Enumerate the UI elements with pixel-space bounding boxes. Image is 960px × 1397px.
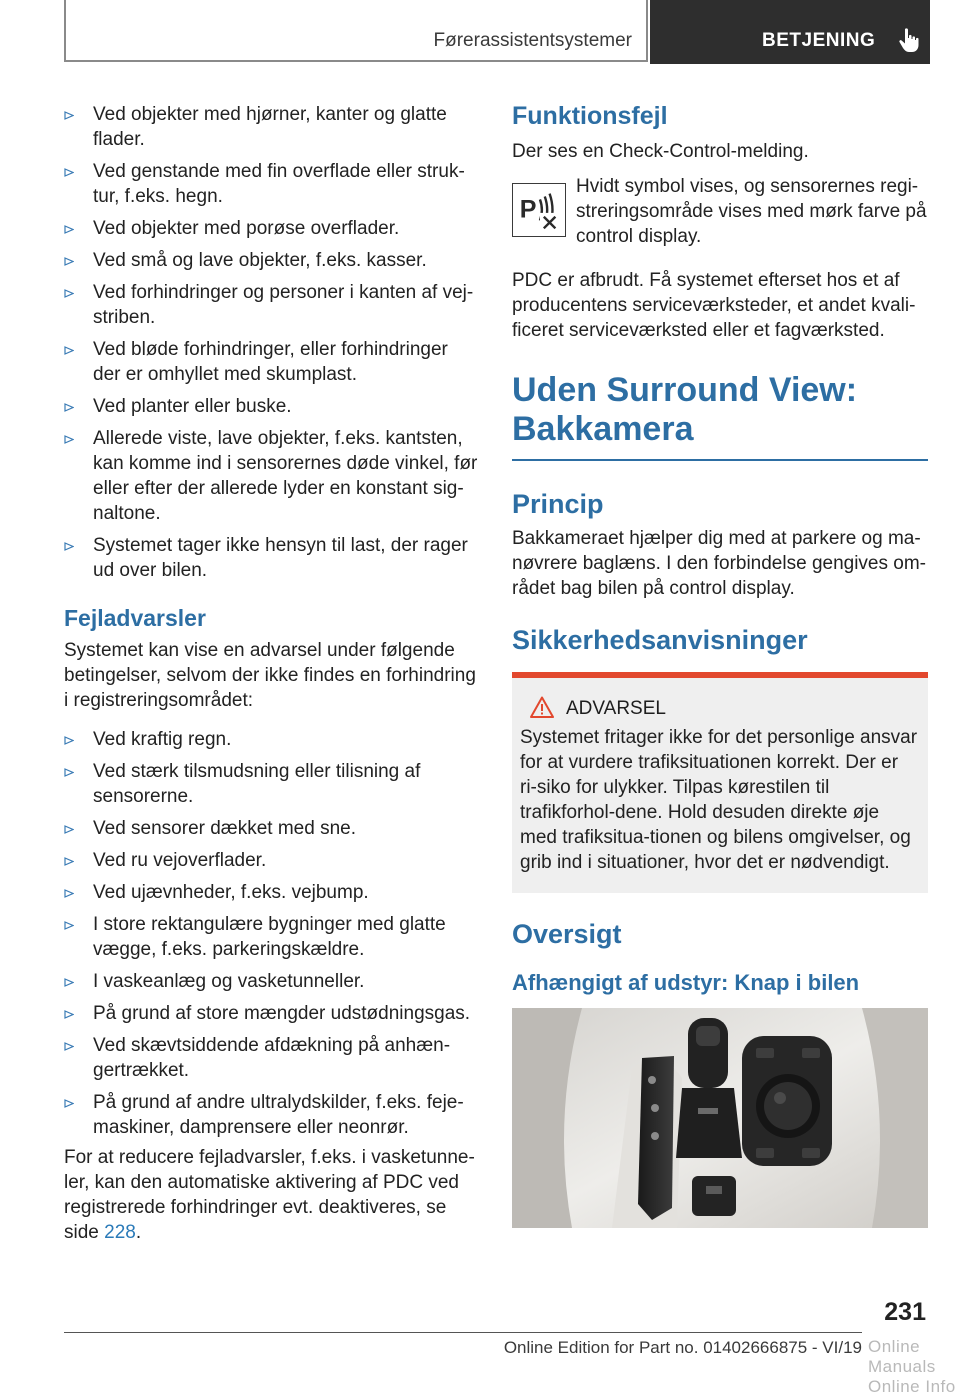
triangle-bullet-icon (64, 825, 74, 834)
triangle-bullet-icon (64, 111, 74, 120)
triangle-bullet-icon (64, 168, 74, 177)
triangle-bullet-icon (64, 736, 74, 745)
list-item-text: Ved kraftig regn. (93, 729, 232, 750)
triangle-bullet-icon (64, 889, 74, 898)
chapter-heading-line2: Bakkamera (512, 410, 694, 448)
page-header (64, 0, 930, 66)
sikkerhed-heading: Sikkerhedsanvisninger (512, 625, 808, 655)
triangle-bullet-icon (64, 403, 74, 412)
list-item-text: I store rektangulære bygninger med glatte vægge, f.eks. parkeringskældre. (93, 914, 446, 960)
fejladvarsler-intro: Systemet kan vise en advarsel under følgende betingelser, selvom der ikke findes en forhindring i registreringsområdet: (64, 640, 476, 711)
list-item (64, 159, 480, 209)
list-item-text: Ved forhindringer og personer i kanten af vej-striben. (93, 282, 474, 328)
pdc-fault-icon (512, 183, 566, 237)
warning-header (520, 696, 920, 721)
list-item (64, 280, 480, 330)
footer-edition: Online Edition for Part no. 01402666875 - VI/19 (503, 1338, 862, 1357)
list-item-text: Ved sensorer dækket med sne. (93, 818, 356, 839)
closing-paragraph (64, 1145, 480, 1245)
right-column (512, 102, 928, 1228)
list-item (64, 394, 480, 419)
chapter-title: BETJENING (762, 30, 876, 51)
list-item (64, 759, 480, 809)
triangle-bullet-icon (64, 1099, 74, 1108)
section-tab (64, 0, 648, 62)
list-item (64, 533, 480, 583)
footer-rule (64, 1332, 862, 1333)
list-item (64, 216, 480, 241)
list-item (64, 426, 480, 526)
triangle-bullet-icon (64, 289, 74, 298)
chapter-heading (512, 371, 928, 461)
triangle-bullet-icon (64, 225, 74, 234)
list-item (64, 1033, 480, 1083)
oversigt-heading: Oversigt (512, 919, 622, 949)
princip-heading: Princip (512, 489, 604, 519)
pdc-symbol-row (512, 174, 928, 256)
list-item-text: Ved bløde forhindringer, eller forhindringer der er omhyllet med skumplast. (93, 339, 448, 385)
list-item-text: Ved objekter med porøse overflader. (93, 218, 400, 239)
list-item (64, 848, 480, 873)
list-item-text: Systemet tager ikke hensyn til last, der rager ud over bilen. (93, 535, 468, 581)
list-item-text: Ved objekter med hjørner, kanter og glatte flader. (93, 104, 447, 150)
list-item (64, 969, 480, 994)
section-title: Førerassistentsystemer (433, 30, 632, 51)
closing-text: For at reducere fejladvarsler, f.eks. i vasketunne-ler, kan den automatiske aktivering af PDC ved registrerede forhindringer evt. deaktiveres, se side (64, 1147, 475, 1243)
list-item-text: Ved stærk tilsmudsning eller tilisning af sensorerne. (93, 761, 421, 807)
warning-box (512, 672, 928, 893)
funktionsfejl-intro: Der ses en Check-Control-melding. (512, 141, 809, 162)
svg-text:P: P (519, 195, 537, 224)
funktionsfejl-heading: Funktionsfejl (512, 102, 668, 130)
list-item-text: Ved ru vejoverflader. (93, 850, 267, 871)
warning-triangle-icon (530, 696, 554, 718)
triangle-bullet-icon (64, 921, 74, 930)
list-item-text: Ved ujævnheder, f.eks. vejbump. (93, 882, 369, 903)
limitation-list (64, 102, 480, 583)
page-link[interactable]: 228 (104, 1222, 136, 1243)
false-warning-list (64, 727, 480, 1140)
triangle-bullet-icon (64, 435, 74, 444)
list-item (64, 337, 480, 387)
pdc-symbol-text: Hvidt symbol vises, og sensorernes regi-streringsområde vises med mørk farve på control display. (576, 176, 927, 247)
triangle-bullet-icon (64, 978, 74, 987)
list-item-text: På grund af andre ultralydskilder, f.eks. feje-maskiner, damprensere eller neonrør. (93, 1092, 464, 1138)
triangle-bullet-icon (64, 1010, 74, 1019)
hand-pointer-icon (898, 27, 920, 53)
triangle-bullet-icon (64, 346, 74, 355)
list-item-text: Allerede viste, lave objekter, f.eks. kantsten, kan komme ind i sensorernes døde vinkel, før eller efter der allerede lyder en konstant sig-naltone. (93, 428, 478, 524)
triangle-bullet-icon (64, 1042, 74, 1051)
warning-body: Systemet fritager ikke for det personlige ansvar for at vurdere trafiksituationen korrekt. Der er ri-siko for ulykker. Tilpas kørestilen til trafikforhol-dene. Hold desuden direkte øje med trafiksitua-tionen og bilens omgivelser, og grib ind i situationer, hvor det er nødvendigt. (520, 727, 918, 873)
list-item (64, 912, 480, 962)
fejladvarsler-heading: Fejladvarsler (64, 605, 206, 631)
list-item (64, 248, 480, 273)
list-item-text: På grund af store mængder udstødningsgas. (93, 1003, 471, 1024)
closing-end: . (135, 1222, 142, 1243)
list-item (64, 1090, 480, 1140)
triangle-bullet-icon (64, 257, 74, 266)
list-item-text: Ved genstande med fin overflade eller struk-tur, f.eks. hegn. (93, 161, 465, 207)
center-console-photo (512, 1008, 928, 1228)
triangle-bullet-icon (64, 857, 74, 866)
list-item (64, 727, 480, 752)
list-item (64, 1001, 480, 1026)
list-item (64, 880, 480, 905)
funktionsfejl-body: PDC er afbrudt. Få systemet efterset hos et af producentens serviceværksteder, et andet kvali-ficeret serviceværksted eller et fagværksted. (512, 270, 916, 341)
triangle-bullet-icon (64, 542, 74, 551)
footer-logo: Online Manuals Online Info (868, 1337, 956, 1396)
list-item (64, 102, 480, 152)
list-item (64, 816, 480, 841)
chapter-heading-line1: Uden Surround View: (512, 371, 858, 409)
list-item-text: Ved skævtsiddende afdækning på anhæn-gertrækket. (93, 1035, 451, 1081)
warning-label: ADVARSEL (566, 698, 666, 719)
button-location-heading: Afhængigt af udstyr: Knap i bilen (512, 970, 860, 995)
left-column (64, 102, 480, 1245)
list-item-text: Ved planter eller buske. (93, 396, 292, 417)
list-item-text: I vaskeanlæg og vasketunneller. (93, 971, 365, 992)
page-number: 231 (884, 1298, 926, 1326)
princip-body: Bakkameraet hjælper dig med at parkere og ma-nøvrere baglæns. I den forbindelse gengives om-rådet bag bilen på control display. (512, 528, 927, 599)
list-item-text: Ved små og lave objekter, f.eks. kasser. (93, 250, 427, 271)
triangle-bullet-icon (64, 768, 74, 777)
chapter-tab (650, 0, 930, 64)
